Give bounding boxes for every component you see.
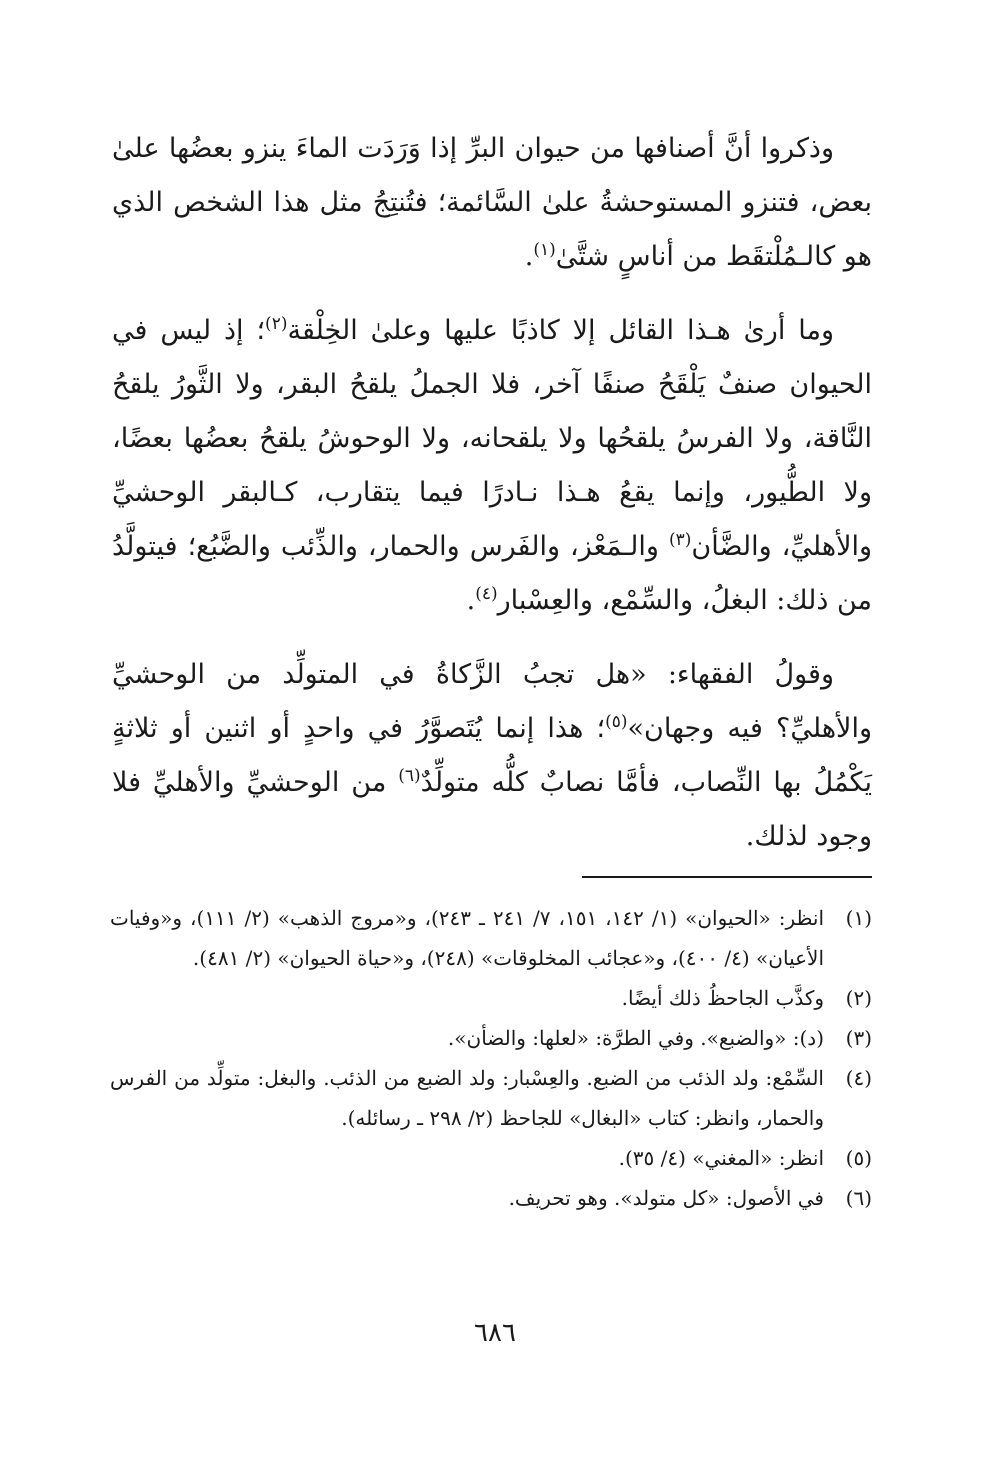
footnote-5 [110,1138,872,1178]
paragraph-text: . [466,585,476,616]
footnote-ref-6[interactable]: (٦) [398,766,421,786]
footnote-number: (٥) [845,1146,872,1170]
footnote-text: (د): «والضبع». وفي الطرَّة: «لعلها: والضأن». [447,1026,824,1050]
footnote-text: في الأصول: «كل متولد». وهو تحريف. [508,1186,824,1210]
paragraph-1 [112,122,872,284]
paragraph-text: . [524,241,534,272]
footnote-ref-4[interactable]: (٤) [475,584,498,604]
paragraph-text: وقولُ الفقهاء: «هل تجبُ الزَّكاةُ في المتولِّد من الوحشيِّ والأهليِّ؟ فيه وجهان» [112,659,872,744]
footnote-3 [110,1018,872,1058]
paragraph-2 [112,304,872,628]
footnote-ref-1[interactable]: (١) [533,240,556,260]
page-number: ٦٨٦ [474,1318,516,1348]
paragraph-text: ؛ إذ ليس في الحيوان صنفٌ يَلْقَحُ صنفًا آخر، فلا الجملُ يلقحُ البقر، ولا الثَّورُ يلقحُ النَّاقة، ولا الفرسُ يلقحُها ولا يلقحانه، ولا الوحوشُ يلقحُ بعضُها بعضًا، ولا الطُّيور، وإنما يقعُ هـذا نـادرًا فيما يتقارب، كـالبقر الوحشيِّ والأهليِّ، والضَّأن [112,315,873,562]
footnote-number: (٣) [845,1026,872,1050]
footnote-6 [110,1178,872,1218]
main-text [112,122,872,884]
footnote-2 [110,978,872,1018]
footnote-1 [110,898,872,978]
footnote-ref-2[interactable]: (٢) [265,314,288,334]
footnote-number: (٢) [845,986,872,1010]
paragraph-text: من الوحشيِّ والأهليِّ فلا وجود لذلك. [112,767,872,852]
footnote-ref-5[interactable]: (٥) [605,712,628,732]
footnote-number: (٤) [845,1066,872,1090]
paragraph-text: والـمَعْز، والفَرس والحمار، والذِّئب والضَّبُع؛ فيتولَّدُ من ذلك: البغلُ، والسِّمْع، والعِسْبار [112,531,872,616]
footnote-text: انظر: «المغني» (٤/ ٣٥). [618,1146,824,1170]
footnote-number: (١) [845,906,872,930]
paragraph-3 [112,648,872,864]
footnote-text: وكذَّب الجاحظُ ذلك أيضًا. [621,986,824,1010]
paragraph-text: وما أرىٰ هـذا القائل إلا كاذبًا عليها وعلىٰ الخِلْقة [287,315,834,346]
footnote-text: انظر: «الحيوان» (١/ ١٤٢، ١٥١، ٧/ ٢٤١ ـ ٢٤٣)، و«مروج الذهب» (٢/ ١١١)، و«وفيات الأعيان» (٤/ ٤٠٠)، و«عجائب المخلوقات» (٢٤٨)، و«حياة الحيوان» (٢/ ٤٨١). [110,906,825,970]
footnote-ref-3[interactable]: (٣) [668,530,692,550]
footnote-4 [110,1058,872,1138]
paragraph-text: وذكروا أنَّ أصنافها من حيوان البرِّ إذا وَرَدَت الماءَ ينزو بعضُها علىٰ بعض، فتنزو المستوحشةُ علىٰ السَّائمة؛ فتُنتِجُ مثل هذا الشخص الذي هو كالـمُلْتقَط من أناسٍ شتَّىٰ [112,133,872,272]
footnote-number: (٦) [845,1186,872,1210]
paragraph-text: ؛ هذا إنما يُتَصوَّرُ في واحدٍ أو اثنين أو ثلاثةٍ يَكْمُلُ بها النِّصاب، فأمَّا نصابٌ كلُّه متولِّدٌ [112,713,872,798]
footnote-text: السِّمْع: ولد الذئب من الضبع. والعِسْبار: ولد الضبع من الذئب. والبغل: متولِّد من الفرس والحمار، وانظر: كتاب «البغال» للجاحظ (٢/ ٢٩٨ ـ رسائله). [110,1066,824,1130]
footnote-divider [582,876,872,878]
footnotes-section [110,898,872,1218]
